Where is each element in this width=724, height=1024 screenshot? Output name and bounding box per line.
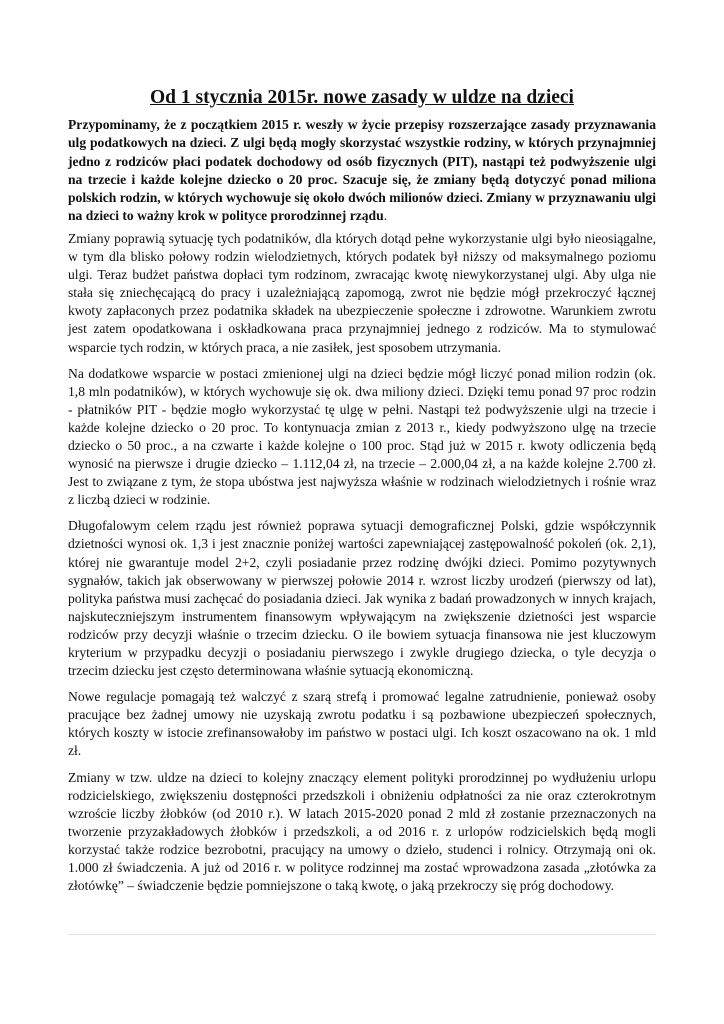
body-paragraph-4: Nowe regulacje pomagają też walczyć z szarą strefą i promować legalne zatrudnienie, ponieważ osoby pracujące bez żadnej umowy nie uzyskają zwrotu podatku i są pozbawione ubezpieczeń społecznych, których koszty w istocie zrefinansowałoby im państwo w postaci ulgi. Ich koszt oszacowano na ok. 1 mld zł. bbox=[68, 689, 656, 759]
body-paragraph-2: Na dodatkowe wsparcie w postaci zmienionej ulgi na dzieci będzie mógł liczyć ponad milion rodzin (ok. 1,8 mln podatników), w których wychowuje się ok. dwa miliony dzieci. Dzięki temu ponad 97 proc rodzin - płatników PIT - będzie mogło wykorzystać tę ulgę w pełni. Nastąpi też podwyższenie ulgi na trzecie i każde kolejne dziecko o 20 proc. To kontynuacja zmian z 2013 r., kiedy podwyższono ulgę na trzecie dziecko o 50 proc., a na czwarte i każde kolejne o 100 proc. Stąd już w 2015 r. kwoty odliczenia będą wynosić na pierwsze i drugie dziecko – 1.112,04 zł, na trzecie – 2.000,04 zł, a na każde kolejne 2.700 zł. Jest to związane z tym, że stopa ubóstwa jest najwyższa właśnie w rodzinach wielodzietnych i rośnie wraz z liczbą dzieci w rodzinie. bbox=[68, 365, 656, 508]
document-page bbox=[68, 86, 656, 903]
body-paragraph-3: Długofalowym celem rządu jest również poprawa sytuacji demograficznej Polski, gdzie współczynnik dzietności wynosi ok. 1,3 i jest znacznie poniżej wartości zapewniającej zastępowalność pokoleń (ok. 2,1), której nie gwarantuje model 2+2, czyli posiadanie przez rodzinę dwójki dzieci. Pomimo pozytywnych sygnałów, takich jak obserwowany w pierwszej połowie 2014 r. wzrost liczby urodzeń (pierwszy od lat), polityka państwa musi zachęcać do posiadania dzieci. Jak wynika z badań prowadzonych w innych krajach, najskuteczniejszym instrumentem finansowym wpływającym na zwiększenie dzietności jest wsparcie rodziców przy decyzji właśnie o trzecim dziecku. O ile bowiem sytuacja finansowa nie jest kluczowym kryterium w przypadku decyzji o posiadaniu pierwszego i zwykle drugiego dziecka, o tyle decyzja o trzecim dziecku jest często determinowana właśnie sytuacją ekonomiczną. bbox=[68, 518, 656, 679]
body-paragraph-5: Zmiany w tzw. uldze na dzieci to kolejny znaczący element polityki prorodzinnej po wydłużeniu urlopu rodzicielskiego, zwiększeniu dostępności przedszkoli i obniżeniu odpłatności za nie oraz czterokrotnym wzroście liczby żłobków (od 2010 r.). W latach 2015-2020 ponad 2 mld zł zostanie przeznaczonych na tworzenie przyzakładowych żłobków i przedszkoli, a od 2016 r. z urlopów rodzicielskich będą mogli korzystać także rodzice bezrobotni, pracujący na umowy o dzieło, studenci i rolnicy. Otrzymają oni ok. 1.000 zł świadczenia. A już od 2016 r. w polityce rodzinnej ma zostać wprowadzona zasada „złotówka za złotówkę” – świadczenie będzie pomniejszone o taką kwotę, o jaką przekroczy się próg dochodowy. bbox=[68, 769, 656, 894]
document-title: Od 1 stycznia 2015r. nowe zasady w uldze na dzieci bbox=[150, 87, 574, 108]
body-paragraph-1: Zmiany poprawią sytuację tych podatników, dla których dotąd pełne wykorzystanie ulgi było nieosiągalne, w tym dla blisko połowy rodzin wielodzietnych, których podatek był niższy od maksymalnego poziomu ulgi. Teraz budżet państwa dopłaci tym rodzinom, zwracając kwotę niewykorzystanej ulgi. Aby ulga nie stała się zniechęcającą do pracy i uzależniającą zapomogą, zwrot nie będzie mógł przekroczyć łącznej kwoty zapłaconych przez podatnika składek na ubezpieczenie społeczne i zdrowotne. Warunkiem zwrotu jest zatem opodatkowana i oskładkowana praca przynajmniej jednego z rodziców. Ma to stymulować wsparcie tych rodzin, w których praca, a nie zasiłek, jest sposobem utrzymania. bbox=[68, 230, 656, 355]
lead-end-punctuation: . bbox=[383, 207, 388, 223]
lead-bold-text: Przypominamy, że z początkiem 2015 r. weszły w życie przepisy rozszerzające zasady przyznawania ulg podatkowych na dzieci. Z ulgi będą mogły skorzystać wszystkie rodziny, w których przynajmniej jedno z rodziców płaci podatek dochodowy od osób fizycznych (PIT), nastąpi też podwyższenie ulgi na trzecie i każde kolejne dziecko o 20 proc. Szacuje się, że zmiany będą dotyczyć ponad miliona polskich rodzin, w których wychowuje się około dwóch milionów dzieci. Zmiany w przyznawaniu ulgi na dzieci to ważny krok w polityce prorodzinnej rządu bbox=[68, 117, 656, 223]
lead-paragraph bbox=[68, 116, 656, 225]
footer-divider bbox=[68, 934, 656, 935]
